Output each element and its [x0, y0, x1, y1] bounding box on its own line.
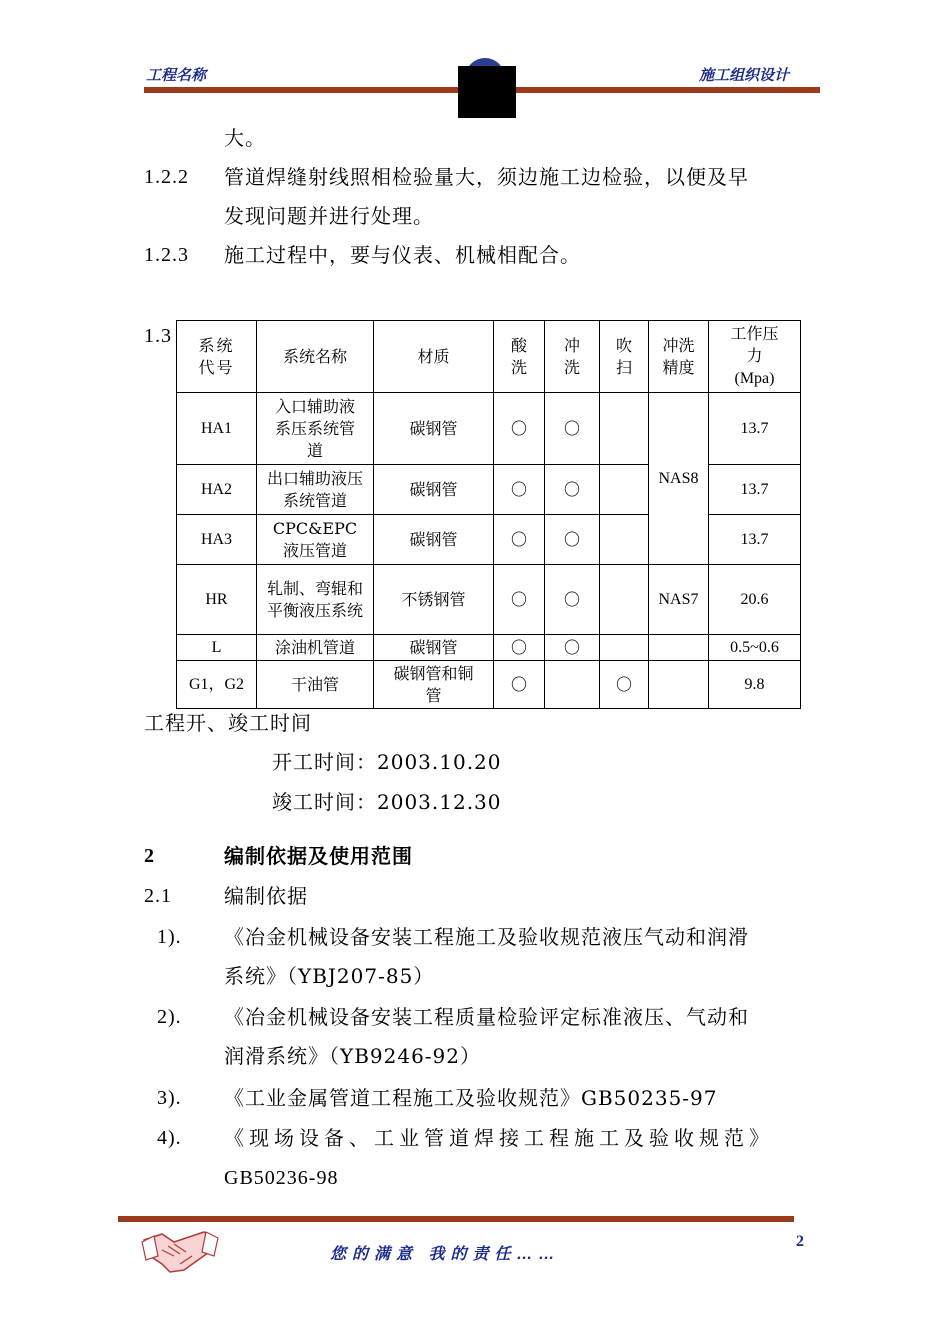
pipeline-system-table: [176, 320, 801, 709]
cell-pressure: 9.8: [709, 661, 801, 709]
cell-code: G1，G2: [177, 661, 257, 709]
cell-name: 干油管: [257, 661, 374, 709]
cell-flush: [545, 661, 600, 709]
section-title: 编制依据及使用范围: [224, 844, 413, 868]
cell-flush: 〇: [545, 565, 600, 635]
cell-pressure: 13.7: [709, 515, 801, 565]
cell-material: 碳钢管: [374, 465, 494, 515]
header-material: 材质: [374, 321, 494, 393]
cell-acid: 〇: [494, 661, 545, 709]
ref-number: 3).: [157, 1087, 182, 1109]
header-flush: 冲洗: [545, 321, 600, 393]
cell-acid: 〇: [494, 393, 545, 465]
cell-material: 碳钢管: [374, 635, 494, 661]
table-header-row: [177, 321, 801, 393]
header-code: 系统代号: [177, 321, 257, 393]
ref-text: 《工业金属管道工程施工及验收规范》GB50235-97: [224, 1086, 718, 1110]
section-number: 2: [144, 845, 155, 867]
cell-code: HA1: [177, 393, 257, 465]
cell-name: 轧制、弯辊和平衡液压系统: [257, 565, 374, 635]
cell-code: L: [177, 635, 257, 661]
ref-text: 系统》（YBJ207-85）: [224, 964, 435, 988]
footer-slogan: 您的满意 我的责任……: [330, 1246, 561, 1263]
header-right-title: 施工组织设计: [699, 67, 790, 84]
cell-acid: 〇: [494, 565, 545, 635]
cell-name: CPC&EPC液压管道: [257, 515, 374, 565]
item-text: 施工过程中，要与仪表、机械相配合。: [224, 243, 581, 267]
cell-acid: 〇: [494, 465, 545, 515]
cell-blow: 〇: [600, 661, 649, 709]
cell-material: 不锈钢管: [374, 565, 494, 635]
ref-number: 1).: [157, 926, 182, 948]
cell-name: 涂油机管道: [257, 635, 374, 661]
cell-pressure: 0.5~0.6: [709, 635, 801, 661]
header-name: 系统名称: [257, 321, 374, 393]
header-blow: 吹扫: [600, 321, 649, 393]
item-number: 1.2.3: [144, 244, 189, 266]
cell-code: HA3: [177, 515, 257, 565]
header-left-title: 工程名称: [146, 67, 207, 84]
cell-blow: [600, 635, 649, 661]
cell-material: 碳钢管: [374, 393, 494, 465]
ref-text: 《现场设备、工业管道焊接工程施工及验收规范》: [224, 1126, 774, 1150]
header-pressure: 工作压力 (Mpa): [709, 321, 801, 393]
cell-name: 入口辅助液系压系统管道: [257, 393, 374, 465]
cell-flush: 〇: [545, 393, 600, 465]
cell-code: HR: [177, 565, 257, 635]
cell-pressure: 20.6: [709, 565, 801, 635]
logo-mark: [458, 66, 516, 118]
header-precision: 冲洗精度: [649, 321, 709, 393]
subsection-number: 2.1: [144, 885, 172, 907]
cell-code: HA2: [177, 465, 257, 515]
cell-name: 出口辅助液压系统管道: [257, 465, 374, 515]
cell-flush: 〇: [545, 635, 600, 661]
ref-text: 《冶金机械设备安装工程施工及验收规范液压气动和润滑: [224, 925, 749, 949]
item-number: 1.2.2: [144, 166, 189, 188]
cell-flush: 〇: [545, 465, 600, 515]
subsection-title: 编制依据: [224, 884, 308, 908]
table-row: [177, 635, 801, 661]
cell-pressure: 13.7: [709, 465, 801, 515]
end-time: 竣工时间：2003.12.30: [272, 790, 502, 814]
page-number: 2: [796, 1233, 804, 1250]
cell-material: 碳钢管和铜管: [374, 661, 494, 709]
ref-text: 润滑系统》（YB9246-92）: [224, 1044, 482, 1068]
table-row: [177, 393, 801, 465]
handshake-icon: [140, 1226, 220, 1276]
cell-precision-empty: [649, 661, 709, 709]
section-title: 工程开、竣工时间: [144, 711, 312, 735]
cell-precision-empty: [649, 635, 709, 661]
footer-rule: [118, 1216, 794, 1222]
ref-number: 4).: [157, 1127, 182, 1149]
cell-precision: NAS7: [649, 565, 709, 635]
cell-blow: [600, 515, 649, 565]
cell-blow: [600, 393, 649, 465]
item-text: 发现问题并进行处理。: [224, 204, 434, 228]
ref-text: 《冶金机械设备安装工程质量检验评定标准液压、气动和: [224, 1005, 749, 1029]
cell-flush: 〇: [545, 515, 600, 565]
table-row: [177, 565, 801, 635]
cell-blow: [600, 565, 649, 635]
continuation-text: 大。: [224, 126, 266, 150]
cell-blow: [600, 465, 649, 515]
cell-precision: NAS8: [649, 393, 709, 565]
cell-acid: 〇: [494, 635, 545, 661]
cell-pressure: 13.7: [709, 393, 801, 465]
start-time: 开工时间：2003.10.20: [272, 750, 502, 774]
cell-acid: 〇: [494, 515, 545, 565]
header-acid: 酸洗: [494, 321, 545, 393]
item-number: 1.3: [144, 325, 172, 347]
table-row: [177, 661, 801, 709]
cell-material: 碳钢管: [374, 515, 494, 565]
ref-number: 2).: [157, 1006, 182, 1028]
item-text: 管道焊缝射线照相检验量大，须边施工边检验，以便及早: [224, 165, 749, 189]
ref-text: GB50236-98: [224, 1167, 339, 1189]
